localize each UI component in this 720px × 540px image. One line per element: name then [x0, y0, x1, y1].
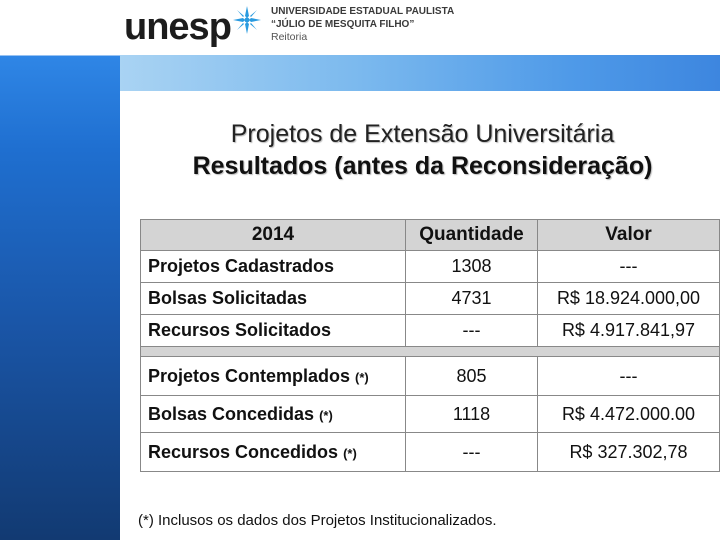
logo-text: unesp [124, 6, 231, 48]
university-name [271, 6, 454, 44]
header-gradient-band [120, 55, 720, 91]
row-valor: R$ 18.924.000,00 [538, 283, 720, 315]
separator-cell [141, 347, 720, 357]
left-gradient-sidebar [0, 0, 120, 540]
table-row [141, 315, 720, 347]
footnote-mark: (*) [343, 445, 357, 461]
results-table [140, 219, 720, 472]
column-header-valor: Valor [538, 220, 720, 251]
row-label: Bolsas Concedidas [148, 403, 315, 424]
row-valor: --- [538, 251, 720, 283]
footnote-mark: (*) [319, 407, 333, 423]
row-valor: R$ 4.472.000.00 [538, 396, 720, 433]
row-valor: R$ 327.302,78 [538, 433, 720, 472]
row-label: Recursos Concedidos [148, 441, 339, 462]
table-row [141, 396, 720, 433]
row-label: Projetos Cadastrados [141, 251, 406, 283]
slide-subtitle: Resultados (antes da Reconsideração) [192, 152, 653, 180]
row-quantidade: 1118 [406, 396, 538, 433]
row-valor: --- [538, 357, 720, 396]
row-quantidade: 805 [406, 357, 538, 396]
row-quantidade: --- [406, 315, 538, 347]
row-label: Bolsas Solicitadas [141, 283, 406, 315]
table-row [141, 433, 720, 472]
unesp-logo [124, 2, 262, 52]
footnote-mark: (*) [355, 369, 369, 385]
column-header-quantidade: Quantidade [406, 220, 538, 251]
row-label: Recursos Solicitados [141, 315, 406, 347]
table-row [141, 283, 720, 315]
table-header-row [141, 220, 720, 251]
row-quantidade: --- [406, 433, 538, 472]
slide-title: Projetos de Extensão Universitária [230, 120, 615, 148]
table-separator-row [141, 347, 720, 357]
row-label-cell [141, 357, 406, 396]
table-row [141, 357, 720, 396]
row-quantidade: 4731 [406, 283, 538, 315]
row-valor: R$ 4.917.841,97 [538, 315, 720, 347]
row-label-cell [141, 396, 406, 433]
column-header-year: 2014 [141, 220, 406, 251]
footnote: (*) Inclusos os dados dos Projetos Institucionalizados. [138, 512, 497, 529]
row-label-cell [141, 433, 406, 472]
university-line-1: UNIVERSIDADE ESTADUAL PAULISTA [271, 6, 455, 17]
table-row [141, 251, 720, 283]
row-quantidade: 1308 [406, 251, 538, 283]
university-line-3: Reitoria [271, 31, 308, 43]
star-logo-icon [232, 5, 262, 35]
row-label: Projetos Contemplados [148, 365, 351, 386]
university-line-2: “JÚLIO DE MESQUITA FILHO” [271, 18, 415, 30]
